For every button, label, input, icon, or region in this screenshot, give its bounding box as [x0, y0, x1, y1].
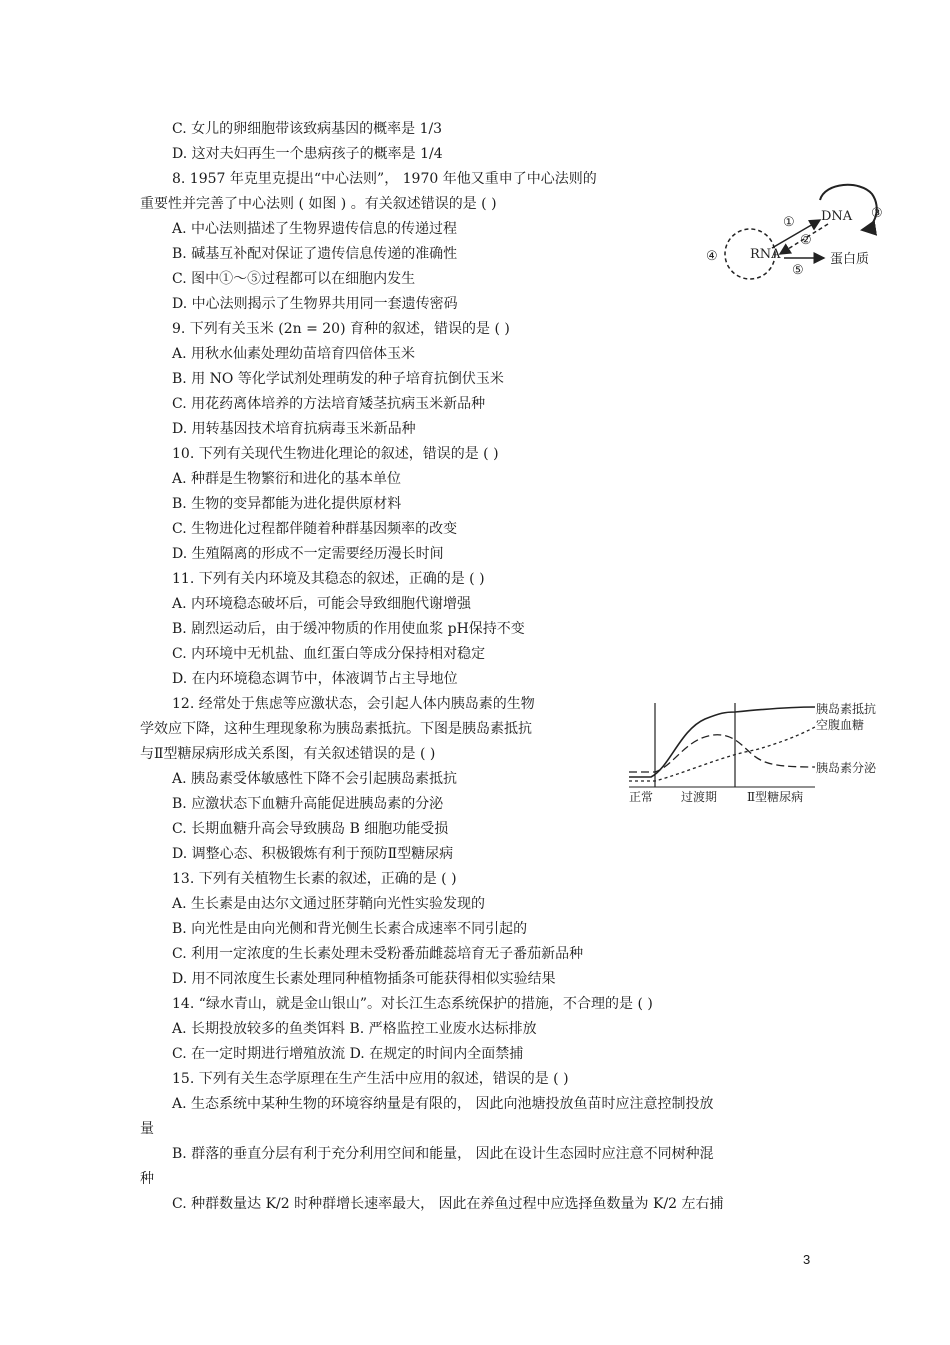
text-line: C. 女儿的卵细胞带该致病基因的概率是 1/3: [172, 121, 443, 137]
text-line: B. 生物的变异都能为进化提供原材料: [172, 496, 402, 512]
insulin-resistance-chart: [625, 695, 890, 807]
text-line: D. 生殖隔离的形成不一定需要经历漫长时间: [172, 546, 444, 562]
text-line: B. 向光性是由向光侧和背光侧生长素合成速率不同引起的: [172, 921, 528, 937]
text-line: A. 生长素是由达尔文通过胚芽鞘向光性实验发现的: [172, 896, 486, 912]
text-line: B. 群落的垂直分层有利于充分利用空间和能量， 因此在设计生态园时应注意不同树种混: [172, 1146, 714, 1162]
text-line: 9. 下列有关玉米 (2n = 20) 育种的叙述，错误的是 ( ): [172, 321, 510, 337]
text-line: D. 调整心态、积极锻炼有利于预防Ⅱ型糖尿病: [172, 846, 454, 862]
phase-label: 正常: [629, 790, 654, 804]
rna-label: RNA: [750, 247, 781, 262]
text-line: A. 种群是生物繁衍和进化的基本单位: [172, 471, 402, 487]
text-line: D. 这对夫妇再生一个患病孩子的概率是 1/4: [172, 146, 443, 162]
text-line: D. 用转基因技术培育抗病毒玉米新品种: [172, 421, 416, 437]
dna-label: DNA: [821, 209, 853, 224]
text-line: C. 生物进化过程都伴随着种群基因频率的改变: [172, 521, 458, 537]
text-line: B. 碱基互补配对保证了遗传信息传递的准确性: [172, 246, 458, 262]
text-line: B. 剧烈运动后，由于缓冲物质的作用使血浆 pH保持不变: [172, 621, 525, 637]
series-label: 胰岛素分泌: [816, 761, 877, 775]
text-line: 14. “绿水青山，就是金山银山”。对长江生态系统保护的措施，不合理的是 ( ): [172, 996, 653, 1012]
text-line: C. 长期血糖升高会导致胰岛 B 细胞功能受损: [172, 821, 449, 837]
text-line: 种: [140, 1171, 154, 1187]
text-line: A. 内环境稳态破坏后，可能会导致细胞代谢增强: [172, 596, 472, 612]
series-label: 胰岛素抵抗: [816, 702, 877, 716]
text-line: C. 内环境中无机盐、血红蛋白等成分保持相对稳定: [172, 646, 486, 662]
text-line: D. 在内环境稳态调节中，体液调节占主导地位: [172, 671, 458, 687]
text-line: 13. 下列有关植物生长素的叙述，正确的是 ( ): [172, 871, 457, 887]
text-line: C. 利用一定浓度的生长素处理未受粉番茄雌蕊培育无子番茄新品种: [172, 946, 584, 962]
text-line: A. 中心法则描述了生物界遗传信息的传递过程: [172, 221, 458, 237]
label-5: ⑤: [792, 263, 804, 278]
label-2: ②: [800, 233, 812, 248]
text-line: 15. 下列有关生态学原理在生产生活中应用的叙述，错误的是 ( ): [172, 1071, 569, 1087]
series-insulin-secretion: [629, 735, 815, 772]
text-line: 量: [140, 1121, 154, 1137]
text-line: 学效应下降，这种生理现象称为胰岛素抵抗。下图是胰岛素抵抗: [140, 721, 532, 737]
text-line: 12. 经常处于焦虑等应激状态，会引起人体内胰岛素的生物: [172, 696, 535, 712]
central-dogma-figure: [700, 180, 900, 290]
text-line: A. 用秋水仙素处理幼苗培育四倍体玉米: [172, 346, 416, 362]
text-line: D. 用不同浓度生长素处理同种植物插条可能获得相似实验结果: [172, 971, 556, 987]
phase-label: 过渡期: [681, 790, 718, 804]
text-line: C. 图中①～⑤过程都可以在细胞内发生: [172, 271, 416, 287]
text-line: C. 在一定时期进行增殖放流 D. 在规定的时间内全面禁捕: [172, 1046, 524, 1062]
text-line: 11. 下列有关内环境及其稳态的叙述，正确的是 ( ): [172, 571, 485, 587]
text-line: B. 应激状态下血糖升高能促进胰岛素的分泌: [172, 796, 444, 812]
text-line: 8. 1957 年克里克提出“中心法则”， 1970 年他又重申了中心法则的: [172, 171, 597, 187]
series-insulin-resistance: [629, 707, 815, 777]
label-3: ③: [871, 206, 883, 221]
text-line: B. 用 NO 等化学试剂处理萌发的种子培育抗倒伏玉米: [172, 371, 504, 387]
protein-label: 蛋白质: [830, 252, 870, 267]
text-line: C. 用花药离体培养的方法培育矮茎抗病玉米新品种: [172, 396, 486, 412]
text-line: A. 长期投放较多的鱼类饵料 B. 严格监控工业废水达标排放: [172, 1021, 537, 1037]
label-1: ①: [783, 215, 795, 230]
text-line: A. 胰岛素受体敏感性下降不会引起胰岛素抵抗: [172, 771, 458, 787]
text-line: C. 种群数量达 K/2 时种群增长速率最大， 因此在养鱼过程中应选择鱼数量为 K/2 左右捕: [172, 1196, 724, 1212]
text-line: D. 中心法则揭示了生物界共用同一套遗传密码: [172, 296, 458, 312]
series-label: 空腹血糖: [816, 718, 865, 732]
text-line: 重要性并完善了中心法则 ( 如图 ) 。有关叙述错误的是 ( ): [140, 196, 497, 212]
phase-label: Ⅱ型糖尿病: [747, 790, 804, 804]
page-number: 3: [803, 1252, 811, 1267]
label-4: ④: [706, 249, 718, 264]
text-line: 10. 下列有关现代生物进化理论的叙述，错误的是 ( ): [172, 446, 499, 462]
text-line: A. 生态系统中某种生物的环境容纳量是有限的， 因此向池塘投放鱼苗时应注意控制投放: [172, 1096, 714, 1112]
text-line: 与Ⅱ型糖尿病形成关系图，有关叙述错误的是 ( ): [140, 746, 436, 762]
